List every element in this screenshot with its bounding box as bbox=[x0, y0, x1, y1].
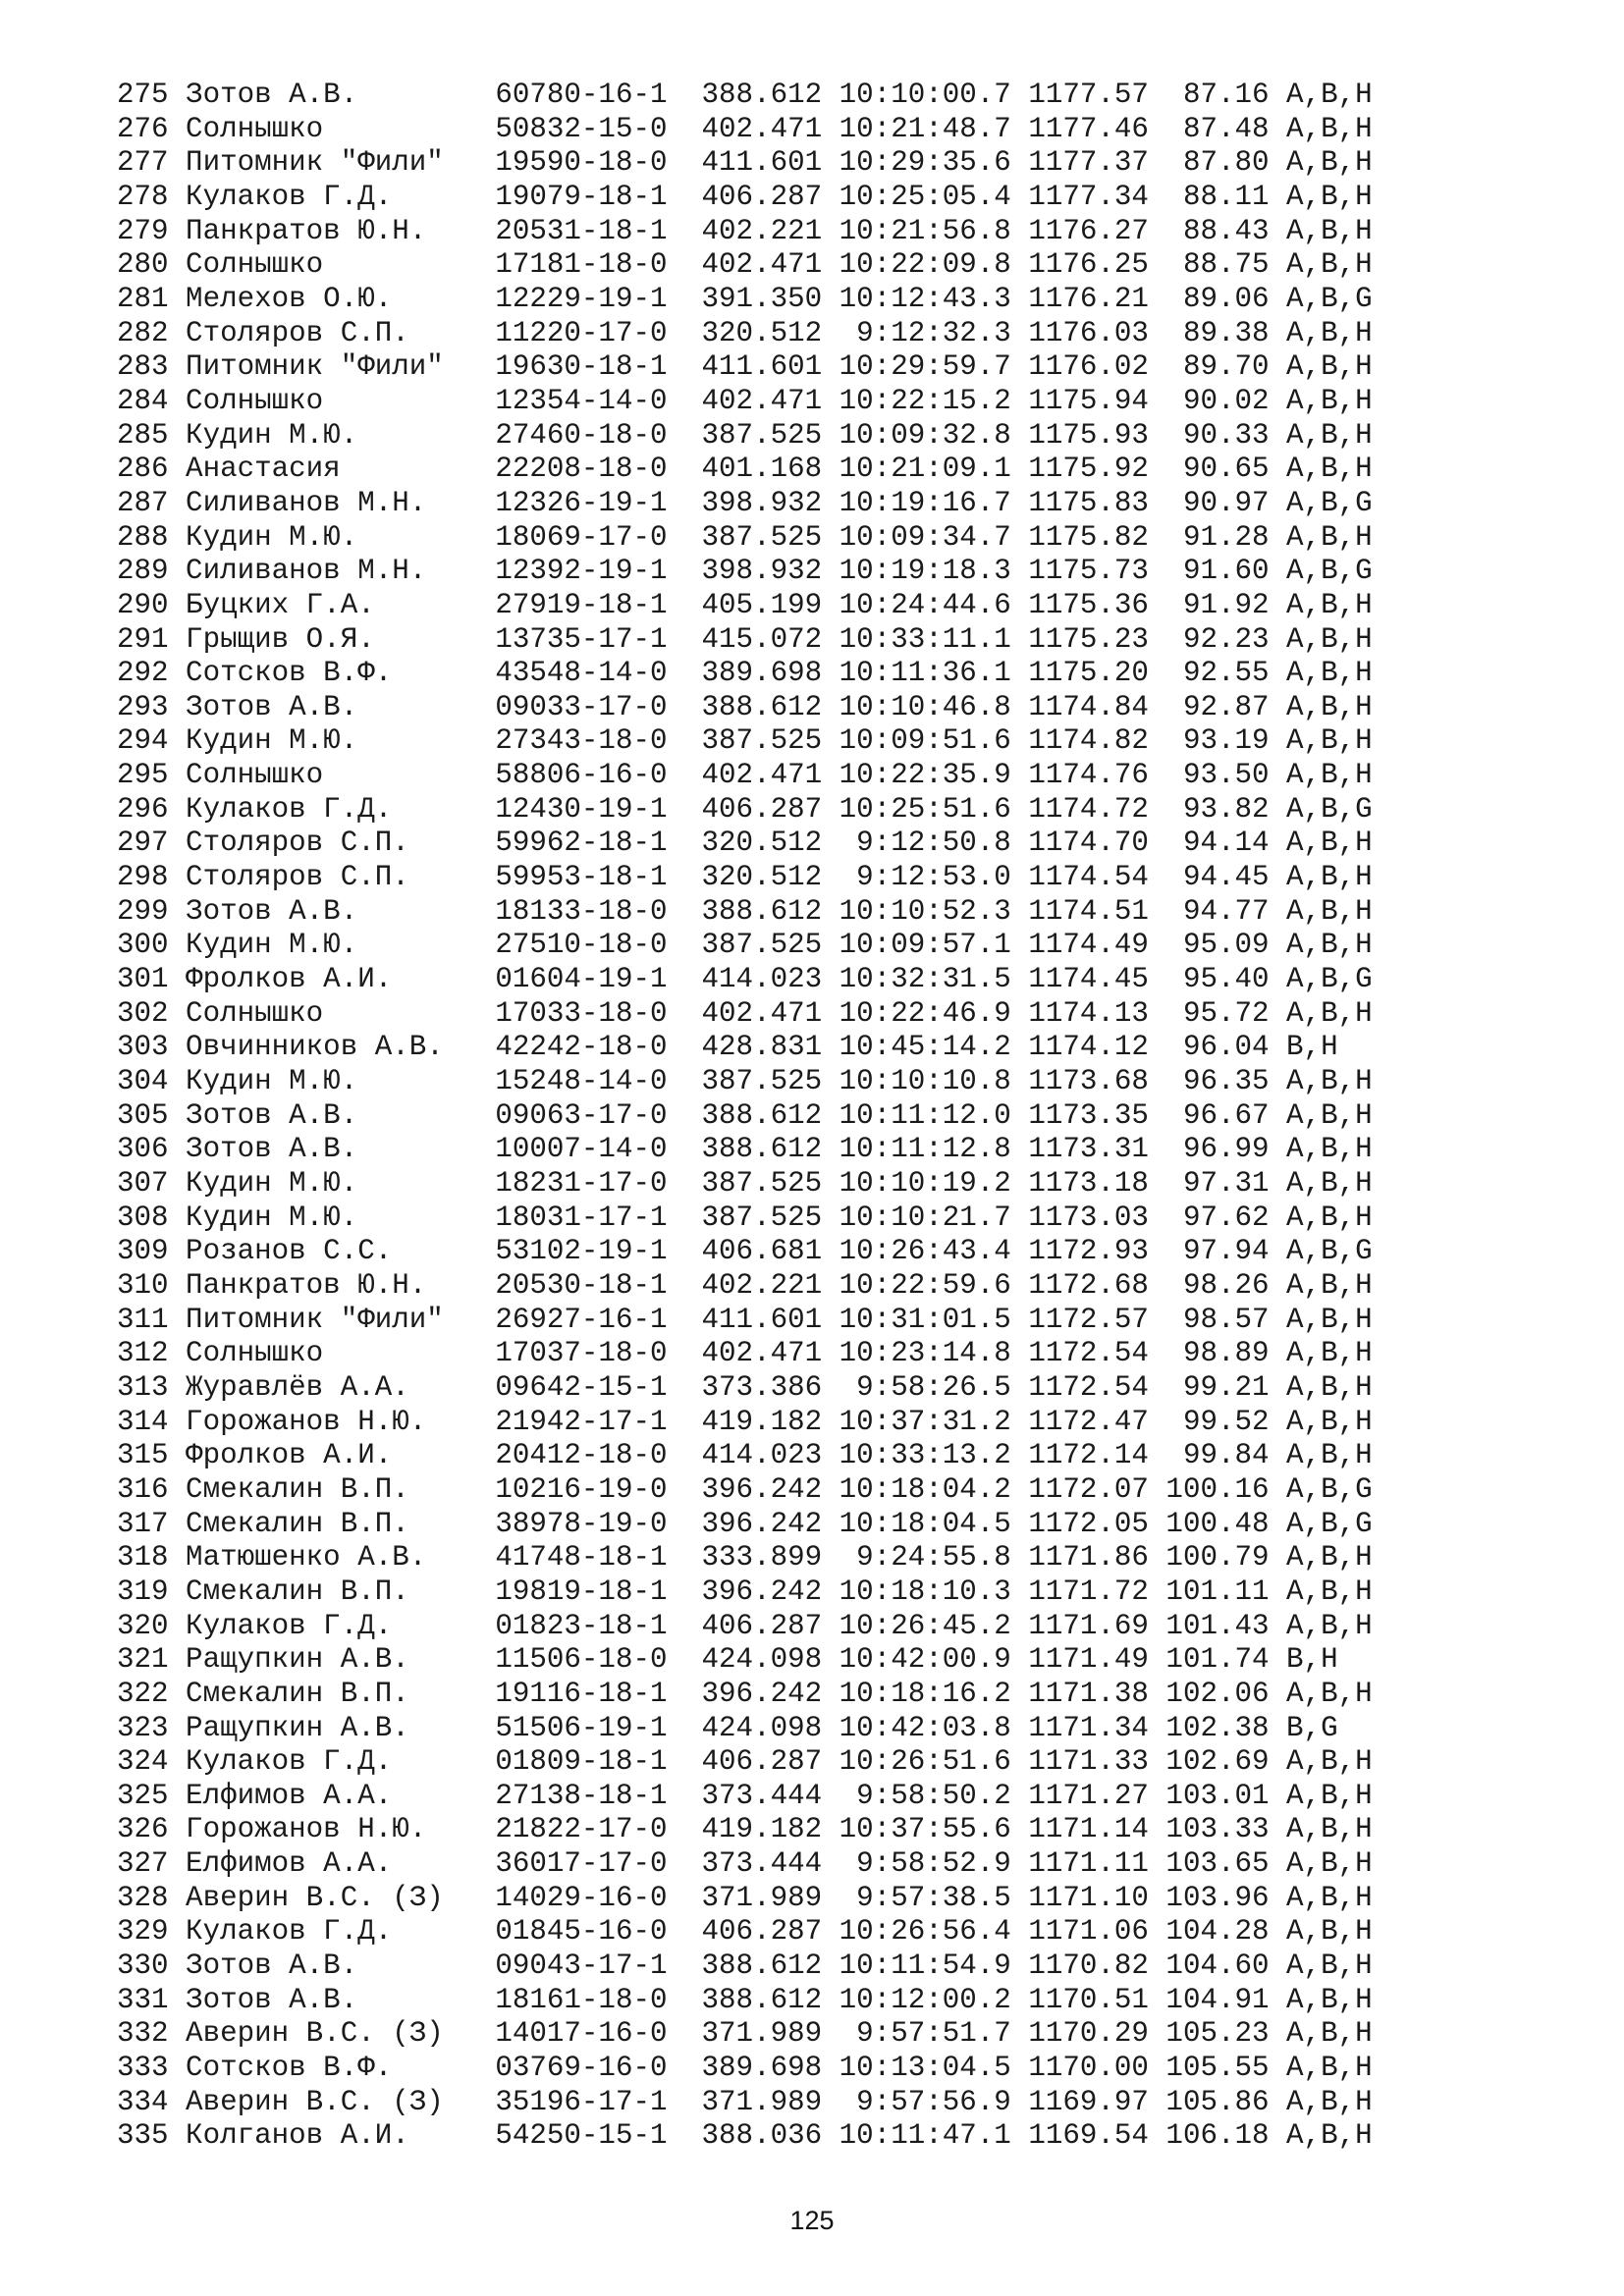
result-row: 320 Кулаков Г.Д. 01823-18-1 406.287 10:26:45.2 1171.69 101.43 A,B,H bbox=[117, 1609, 1373, 1642]
result-row: 314 Горожанов Н.Ю. 21942-17-1 419.182 10:37:31.2 1172.47 99.52 A,B,H bbox=[117, 1405, 1373, 1438]
result-row: 292 Сотсков В.Ф. 43548-14-0 389.698 10:11:36.1 1175.20 92.55 A,B,H bbox=[117, 657, 1373, 690]
result-row: 279 Панкратов Ю.Н. 20531-18-1 402.221 10:21:56.8 1176.27 88.43 A,B,H bbox=[117, 214, 1373, 247]
result-row: 283 Питомник "Фили" 19630-18-1 411.601 10:29:59.7 1176.02 89.70 A,B,H bbox=[117, 350, 1373, 384]
result-row: 287 Силиванов М.Н. 12326-19-1 398.932 10:19:16.7 1175.83 90.97 A,B,G bbox=[117, 486, 1373, 519]
result-row: 311 Питомник "Фили" 26927-16-1 411.601 10:31:01.5 1172.57 98.57 A,B,H bbox=[117, 1303, 1373, 1336]
result-row: 318 Матюшенко А.В. 41748-18-1 333.899 9:24:55.8 1171.86 100.79 A,B,H bbox=[117, 1541, 1373, 1575]
result-row: 281 Мелехов О.Ю. 12229-19-1 391.350 10:12:43.3 1176.21 89.06 A,B,G bbox=[117, 282, 1373, 315]
result-row: 302 Солнышко 17033-18-0 402.471 10:22:46.9 1174.13 95.72 A,B,H bbox=[117, 996, 1373, 1030]
result-row: 290 Буцких Г.А. 27919-18-1 405.199 10:24:44.6 1175.36 91.92 A,B,H bbox=[117, 588, 1373, 621]
result-row: 305 Зотов А.В. 09063-17-0 388.612 10:11:12.0 1173.35 96.67 A,B,H bbox=[117, 1098, 1373, 1132]
result-row: 298 Столяров С.П. 59953-18-1 320.512 9:12:53.0 1174.54 94.45 A,B,H bbox=[117, 861, 1373, 894]
result-row: 326 Горожанов Н.Ю. 21822-17-0 419.182 10:37:55.6 1171.14 103.33 A,B,H bbox=[117, 1813, 1373, 1846]
result-row: 295 Солнышко 58806-16-0 402.471 10:22:35.9 1174.76 93.50 A,B,H bbox=[117, 759, 1373, 792]
result-row: 321 Ращупкин А.В. 11506-18-0 424.098 10:42:00.9 1171.49 101.74 B,H bbox=[117, 1643, 1338, 1677]
result-row: 306 Зотов А.В. 10007-14-0 388.612 10:11:12.8 1173.31 96.99 A,B,H bbox=[117, 1133, 1373, 1166]
result-row: 313 Журавлёв А.А. 09642-15-1 373.386 9:58:26.5 1172.54 99.21 A,B,H bbox=[117, 1370, 1373, 1404]
result-row: 323 Ращупкин А.В. 51506-19-1 424.098 10:42:03.8 1171.34 102.38 B,G bbox=[117, 1711, 1338, 1744]
result-row: 304 Кудин М.Ю. 15248-14-0 387.525 10:10:10.8 1173.68 96.35 A,B,H bbox=[117, 1065, 1373, 1098]
result-row: 289 Силиванов М.Н. 12392-19-1 398.932 10:19:18.3 1175.73 91.60 A,B,G bbox=[117, 555, 1373, 588]
result-row: 307 Кудин М.Ю. 18231-17-0 387.525 10:10:19.2 1173.18 97.31 A,B,H bbox=[117, 1167, 1373, 1200]
result-row: 278 Кулаков Г.Д. 19079-18-1 406.287 10:25:05.4 1177.34 88.11 A,B,H bbox=[117, 180, 1373, 213]
result-row: 299 Зотов А.В. 18133-18-0 388.612 10:10:52.3 1174.51 94.77 A,B,H bbox=[117, 894, 1373, 928]
result-row: 285 Кудин М.Ю. 27460-18-0 387.525 10:09:32.8 1175.93 90.33 A,B,H bbox=[117, 418, 1373, 452]
results-list bbox=[117, 79, 1373, 2154]
result-row: 280 Солнышко 17181-18-0 402.471 10:22:09.8 1176.25 88.75 A,B,H bbox=[117, 248, 1373, 282]
result-row: 324 Кулаков Г.Д. 01809-18-1 406.287 10:26:51.6 1171.33 102.69 A,B,H bbox=[117, 1745, 1373, 1779]
result-row: 276 Солнышко 50832-15-0 402.471 10:21:48.7 1177.46 87.48 A,B,H bbox=[117, 112, 1373, 145]
result-row: 282 Столяров С.П. 11220-17-0 320.512 9:12:32.3 1176.03 89.38 A,B,H bbox=[117, 316, 1373, 349]
result-row: 297 Столяров С.П. 59962-18-1 320.512 9:12:50.8 1174.70 94.14 A,B,H bbox=[117, 827, 1373, 860]
result-row: 291 Грыщив О.Я. 13735-17-1 415.072 10:33:11.1 1175.23 92.23 A,B,H bbox=[117, 622, 1373, 656]
result-row: 286 Анастасия 22208-18-0 401.168 10:21:09.1 1175.92 90.65 A,B,H bbox=[117, 453, 1373, 486]
result-row: 309 Розанов С.С. 53102-19-1 406.681 10:26:43.4 1172.93 97.94 A,B,G bbox=[117, 1235, 1373, 1268]
result-row: 308 Кудин М.Ю. 18031-17-1 387.525 10:10:21.7 1173.03 97.62 A,B,H bbox=[117, 1201, 1373, 1234]
result-row: 317 Смекалин В.П. 38978-19-0 396.242 10:18:04.5 1172.05 100.48 A,B,G bbox=[117, 1507, 1373, 1540]
result-row: 275 Зотов А.В. 60780-16-1 388.612 10:10:00.7 1177.57 87.16 A,B,H bbox=[117, 79, 1373, 111]
result-row: 284 Солнышко 12354-14-0 402.471 10:22:15.2 1175.94 90.02 A,B,H bbox=[117, 384, 1373, 417]
result-row: 331 Зотов А.В. 18161-18-0 388.612 10:12:00.2 1170.51 104.91 A,B,H bbox=[117, 1983, 1373, 2016]
result-row: 310 Панкратов Ю.Н. 20530-18-1 402.221 10:22:59.6 1172.68 98.26 A,B,H bbox=[117, 1268, 1373, 1302]
result-row: 288 Кудин М.Ю. 18069-17-0 387.525 10:09:34.7 1175.82 91.28 A,B,H bbox=[117, 520, 1373, 554]
result-row: 303 Овчинников А.В. 42242-18-0 428.831 10:45:14.2 1174.12 96.04 B,H bbox=[117, 1031, 1338, 1064]
result-row: 333 Сотсков В.Ф. 03769-16-0 389.698 10:13:04.5 1170.00 105.55 A,B,H bbox=[117, 2052, 1373, 2085]
result-row: 325 Елфимов А.А. 27138-18-1 373.444 9:58:50.2 1171.27 103.01 A,B,H bbox=[117, 1779, 1373, 1812]
result-row: 329 Кулаков Г.Д. 01845-16-0 406.287 10:26:56.4 1171.06 104.28 A,B,H bbox=[117, 1915, 1373, 1949]
result-row: 327 Елфимов А.А. 36017-17-0 373.444 9:58:52.9 1171.11 103.65 A,B,H bbox=[117, 1847, 1373, 1881]
result-row: 319 Смекалин В.П. 19819-18-1 396.242 10:18:10.3 1171.72 101.11 A,B,H bbox=[117, 1575, 1373, 1608]
result-row: 330 Зотов А.В. 09043-17-1 388.612 10:11:54.9 1170.82 104.60 A,B,H bbox=[117, 1949, 1373, 1983]
result-row: 328 Аверин В.С. (З) 14029-16-0 371.989 9:57:38.5 1171.10 103.96 A,B,H bbox=[117, 1881, 1373, 1914]
page-number: 125 bbox=[789, 2206, 835, 2235]
result-row: 296 Кулаков Г.Д. 12430-19-1 406.287 10:25:51.6 1174.72 93.82 A,B,G bbox=[117, 792, 1373, 826]
result-row: 300 Кудин М.Ю. 27510-18-0 387.525 10:09:57.1 1174.49 95.09 A,B,H bbox=[117, 929, 1373, 962]
result-row: 332 Аверин В.С. (З) 14017-16-0 371.989 9:57:51.7 1170.29 105.23 A,B,H bbox=[117, 2017, 1373, 2051]
result-row: 315 Фролков А.И. 20412-18-0 414.023 10:33:13.2 1172.14 99.84 A,B,H bbox=[117, 1439, 1373, 1472]
result-row: 316 Смекалин В.П. 10216-19-0 396.242 10:18:04.2 1172.07 100.16 A,B,G bbox=[117, 1472, 1373, 1506]
result-row: 294 Кудин М.Ю. 27343-18-0 387.525 10:09:51.6 1174.82 93.19 A,B,H bbox=[117, 724, 1373, 758]
result-row: 322 Смекалин В.П. 19116-18-1 396.242 10:18:16.2 1171.38 102.06 A,B,H bbox=[117, 1677, 1373, 1710]
result-row: 277 Питомник "Фили" 19590-18-0 411.601 10:29:35.6 1177.37 87.80 A,B,H bbox=[117, 146, 1373, 180]
result-row: 293 Зотов А.В. 09033-17-0 388.612 10:10:46.8 1174.84 92.87 A,B,H bbox=[117, 690, 1373, 723]
result-row: 312 Солнышко 17037-18-0 402.471 10:23:14.8 1172.54 98.89 A,B,H bbox=[117, 1337, 1373, 1370]
result-row: 334 Аверин В.С. (З) 35196-17-1 371.989 9:57:56.9 1169.97 105.86 A,B,H bbox=[117, 2085, 1373, 2118]
result-row: 335 Колганов А.И. 54250-15-1 388.036 10:11:47.1 1169.54 106.18 A,B,H bbox=[117, 2119, 1373, 2153]
result-row: 301 Фролков А.И. 01604-19-1 414.023 10:32:31.5 1174.45 95.40 A,B,G bbox=[117, 963, 1373, 996]
